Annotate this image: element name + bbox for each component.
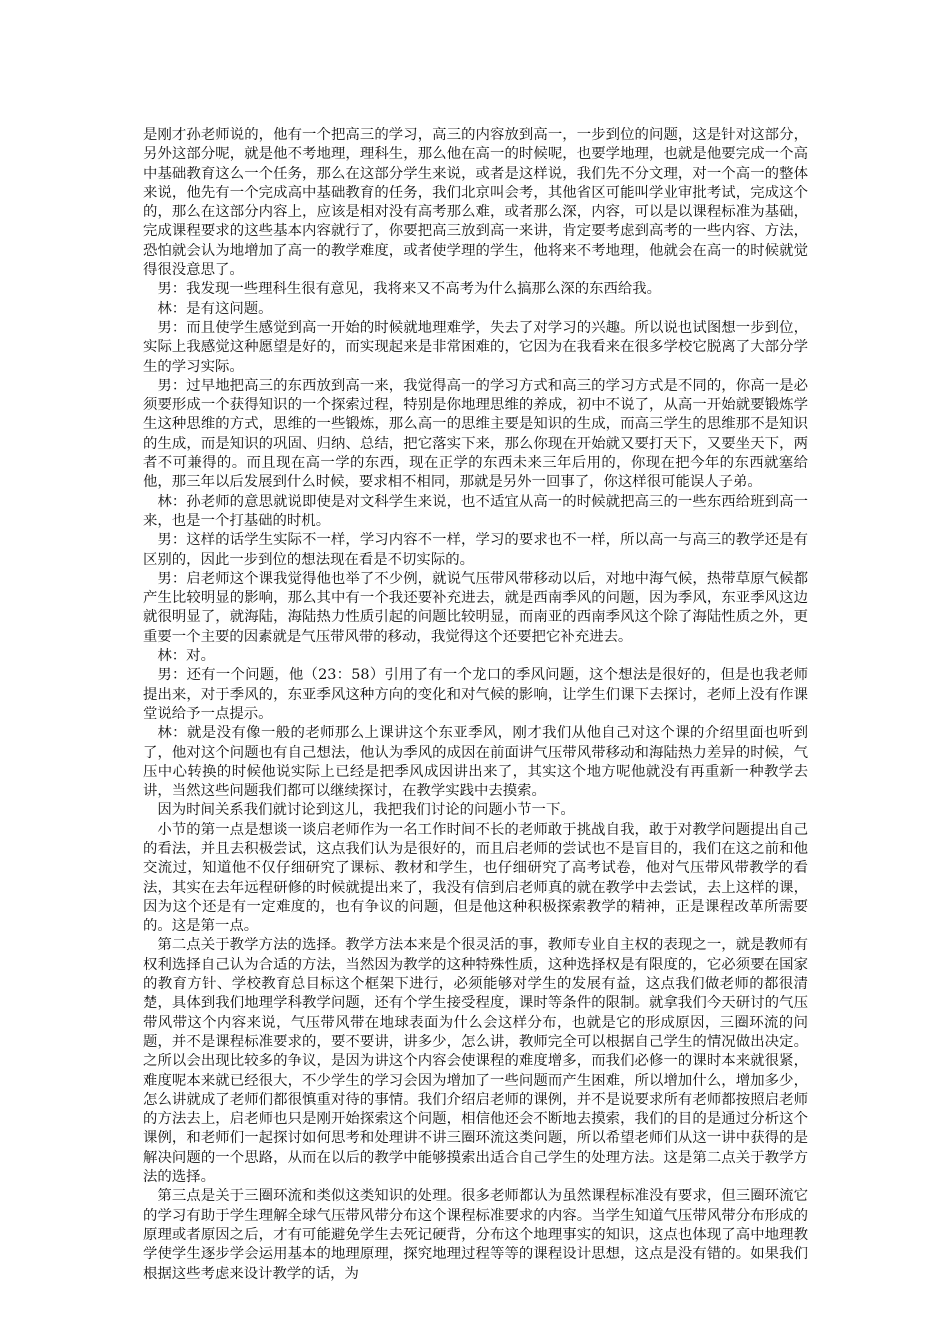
paragraph-dialogue: 林：是有这问题。 — [157, 300, 273, 317]
paragraph-dialogue: 男：我发现一些理科生很有意见，我将来又不高考为什么搞那么深的东西给我。 — [157, 281, 662, 298]
paragraph-dialogue: 男：过早地把高三的东西放到高一来，我觉得高一的学习方式和高三的学习方式是不同的，你高一是必须要形成一个获得知识的一个探索过程，特别是你地理思维的养成，初中不说了，从高一开始就要锻炼学生这种思维的方式，思维的一些锻炼，那么高一的思维主要是知识的生成，而高三学生的思维那不是知识的生成，而是知识的巩固、归纳、总结，把它落实下来，那么你现在开始就又要打天下，又要坐天下，两者不可兼得的。而且现在高一学的东西，现在正学的东西未来三年后用的，你现在把今年的东西就塞给他，那三年以后发展到什么时候，要求相不相同，那就是另外一回事了，你这样很可能误人子弟。 — [143, 377, 808, 491]
paragraph-dialogue: 林：对。 — [157, 648, 215, 665]
paragraph-dialogue: 男：这样的话学生实际不一样，学习内容不一样，学习的要求也不一样，所以高一与高三的教学还是有区别的，因此一步到位的想法现在看是不切实际的。 — [143, 532, 808, 568]
paragraph-dialogue: 林：孙老师的意思就说即使是对文科学生来说，也不适宜从高一的时候就把高三的一些东西给班到高一来，也是一个打基础的时机。 — [143, 493, 808, 529]
paragraph-dialogue: 男：还有一个问题，他（23：58）引用了有一个龙口的季风问题，这个想法是很好的，但是也我老师提出来，对于季风的，东亚季风这种方向的变化和对气候的影响，让学生们课下去探讨，老师上没有作课堂说给予一点提示。 — [143, 667, 808, 722]
paragraph-summary-point-1: 小节的第一点是想谈一谈启老师作为一名工作时间不长的老师敢于挑战自我，敢于对教学问题提出自己的看法，并且去积极尝试，这点我们认为是很好的，而且启老师的尝试也不是盲目的，我们在这之前和他交流过，知道他不仅仔细研究了课标、教材和学生，也仔细研究了高考试卷，他对气压带风带教学的看法，其实在去年远程研修的时候就提出来了，我没有信到启老师真的就在教学中去尝试，去上这样的课，因为这个还是有一定难度的，也有争议的问题，但是他这种积极探索教学的精神，正是课程改革所需要的。这是第一点。 — [143, 821, 808, 935]
paragraph-dialogue: 男：而且使学生感觉到高一开始的时候就地理难学，失去了对学习的兴趣。所以说也试图想一步到位，实际上我感觉这种愿望是好的，而实现起来是非常困难的，它因为在我看来在很多学校它脱离了大部分学生的学习实际。 — [143, 319, 808, 375]
document-body — [143, 126, 808, 1284]
paragraph-summary-intro: 因为时间关系我们就讨论到这儿，我把我们讨论的问题小节一下。 — [157, 802, 575, 819]
paragraph-summary-point-2: 第二点关于教学方法的选择。教学方法本来是个很灵活的事，教师专业自主权的表现之一，就是教师有权利选择自己认为合适的方法，当然因为教学的这种特殊性质，这种选择权是有限度的，它必须要在国家的教育方针、学校教育总目标这个框架下进行，必须能够对学生的发展有益，这点我们做老师的都很清楚，具体到我们地理学科教学问题，还有个学生接受程度，课时等条件的限制。就拿我们今天研讨的气压带风带这个内容来说，气压带风带在地球表面为什么会这样分布，也就是它的形成原因，三圈环流的问题，并不是课程标准要求的，要不要讲，讲多少，怎么讲，教师完全可以根据自己学生的情况做出决定。之所以会出现比较多的争议，是因为讲这个内容会使课程的难度增多，而我们必修一的课时本来就很紧，难度呢本来就已经很大，不少学生的学习会因为增加了一些问题而产生困难，所以增加什么，增加多少，怎么讲就成了老师们都很慎重对待的事情。我们介绍启老师的课例，并不是说要求所有老师都按照启老师的方法去上，启老师也只是刚开始探索这个问题，相信他还会不断地去摸索，我们的目的是通过分析这个课例，和老师们一起探讨如何思考和处理讲不讲三圈环流这类问题，所以希望老师们从这一讲中获得的是解决问题的一个思路，从而在以后的教学中能够摸索出适合自己学生的处理方法。这是第二点关于教学方法的选择。 — [143, 937, 808, 1186]
paragraph-dialogue: 林：就是没有像一般的老师那么上课讲这个东亚季风，刚才我们从他自己对这个课的介绍里面也听到了，他对这个问题也有自己想法，他认为季风的成因在前面讲气压带风带移动和海陆热力差异的时候，气压中心转换的时候他说实际上已经是把季风成因讲出来了，其实这个地方呢他就没有再重新一种教学去讲，当然这些问题我们都可以继续探讨，在教学实践中去摸索。 — [143, 725, 808, 800]
paragraph-intro: 是刚才孙老师说的，他有一个把高三的学习，高三的内容放到高一，一步到位的问题，这是针对这部分，另外这部分呢，就是他不考地理，理科生，那么他在高一的时候呢，也要学地理，也就是他要完成一个高中基础教育这么一个任务，那么在这部分学生来说，或者是这样说，我们先不分文理，对一个高一的整体来说，他先有一个完成高中基础教育的任务，我们北京叫会考，其他省区可能叫学业审批考试，完成这个的，那么在这部分内容上，应该是相对没有高考那么难，或者那么深，内容，可以是以课程标准为基础，完成课程要求的这些基本内容就行了，你要把高三放到高一来讲，肯定要考虑到高考的一些内容、方法，恐怕就会认为地增加了高一的教学难度，或者使学理的学生，他将来不考地理，他就会在高一的时候就觉得很没意思了。 — [143, 127, 808, 279]
paragraph-summary-point-3: 第三点是关于三圈环流和类似这类知识的处理。很多老师都认为虽然课程标准没有要求，但三圈环流它的学习有助于学生理解全球气压带风带分布这个课程标准要求的内容。当学生知道气压带风带分布形成的原理或者原因之后，才有可能避免学生去死记硬背，分布这个地理事实的知识，这点也体现了高中地理教学使学生逐步学会运用基本的地理原理，探究地理过程等等的课程设计思想，这点是没有错的。如果我们根据这些考虑来设计教学的话，为 — [143, 1188, 808, 1282]
paragraph-dialogue: 男：启老师这个课我觉得他也举了不少例，就说气压带风带移动以后，对地中海气候，热带草原气候都产生比较明显的影响，那么其中有一个我还要补充进去，就是西南季风的问题，因为季风，东亚季风这边就很明显了，就海陆，海陆热力性质引起的问题比较明显，而南亚的西南季风这个除了海陆性质之外，更重要一个主要的因素就是气压带风带的移动，我觉得这个还要把它补充进去。 — [143, 570, 808, 645]
